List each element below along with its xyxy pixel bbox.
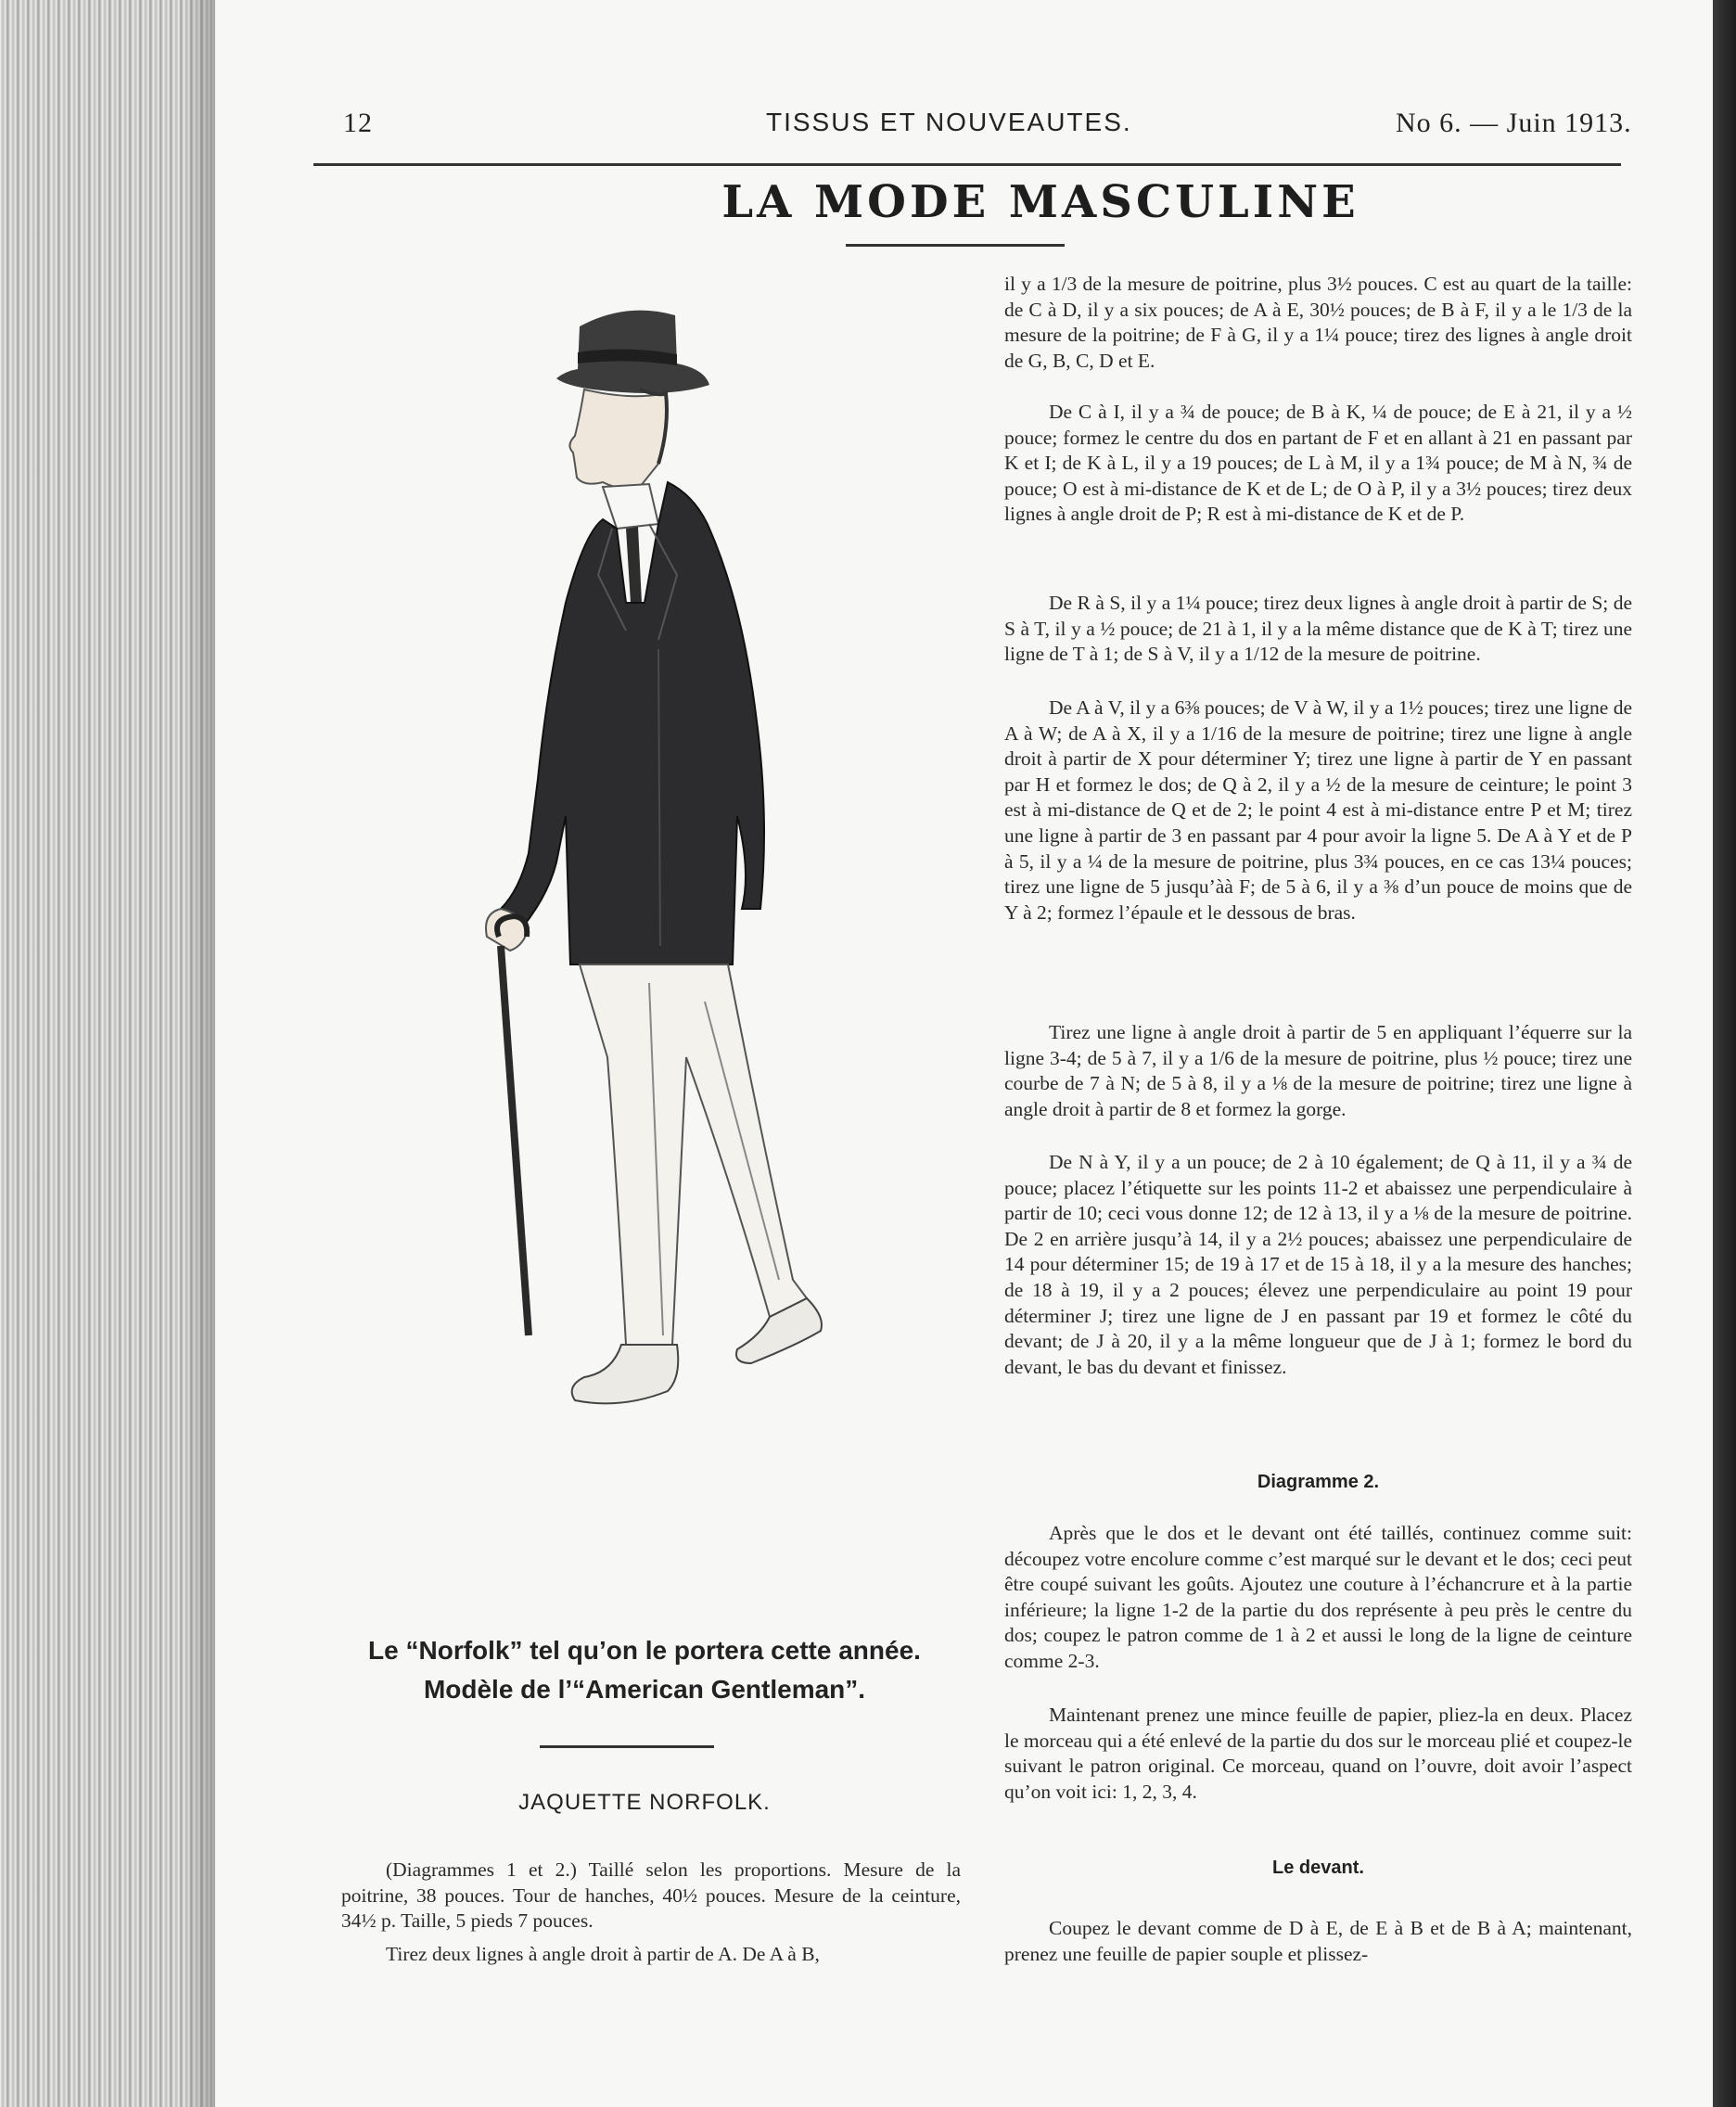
devant-paragraph: Coupez le devant comme de D à E, de E à B et de B à A; maintenant, prenez une feuille de papier souple et plissez- bbox=[1004, 1917, 1632, 1965]
right-paragraph-6: De N à Y, il y a un pouce; de 2 à 10 également; de Q à 11, il y a ¾ de pouce; placez l’étiquette sur les points 11-2 et abaissez une perpendiculaire à partir de 10; ceci vous donne 12; de 12 à 13, il y a ⅛ de la mesure de poitrine. De 2 en arrière jusqu’à 14, il y a 2½ pouces; abaissez une perpendiculaire de 14 pour déterminer 15; de 19 à 17 et de 15 à 18, il y a la mesure des hanches; de 18 à 19, il y a 2 pouces; élevez une perpendiculaire au point 19 pour déterminer J; tirez une ligne de J en passant par 19 et formez le côté du devant; de J à 20, il y a la même longueur que de J à 1; formez le bord du devant, le bas du devant et finissez. bbox=[1004, 1151, 1632, 1378]
left-paragraph-1: (Diagrammes 1 et 2.) Taillé selon les proportions. Mesure de la poitrine, 38 pouces. Tour de hanches, 40½ pouces. Mesure de la ceinture, 34½ p. Taille, 5 pieds 7 pouces. bbox=[341, 1858, 961, 1933]
diagram2-paragraph-1: Après que le dos et le devant ont été taillés, continuez comme suit: découpez votre encolure comme c’est marqué sur le devant et le dos; ceci peut être coupé suivant les goûts. Ajoutez une couture à l’échancrure et à la partie inférieure; la ligne 1-2 de la partie du dos représente à peu près le centre du dos; coupez le patron comme de 1 à 2 et aussi le long de la ligne de ceinture comme 2-3. bbox=[1004, 1522, 1632, 1672]
figure-caption-line2: Modèle de l’“American Gentleman”. bbox=[423, 1675, 866, 1704]
section-heading-jaquette: JAQUETTE NORFOLK. bbox=[518, 1790, 771, 1815]
right-paragraph-5: Tirez une ligne à angle droit à partir de 5 en appliquant l’équerre sur la ligne 3-4; de 5 à 7, il y a 1/6 de la mesure de poitrine, plus ½ pouce; tirez une courbe de 7 à N; de 5 à 8, il y a ⅛ de la mesure de poitrine; tirez une ligne à angle droit à partir de 8 et formez la gorge. bbox=[1004, 1021, 1632, 1120]
right-paragraph-4: De A à V, il y a 6⅜ pouces; de V à W, il y a 1½ pouces; tirez une ligne de A à W; de A à X, il y a 1/16 de la mesure de poitrine; tirez une ligne à angle droit à partir de X pour déterminer Y; tirez une ligne à partir de Y en passant par H et formez le dos; de Q à 2, il y a ½ de la mesure de ceinture; le point 3 est à mi-distance de Q et de 2; le point 4 est à mi-distance entre P et M; tirez une ligne à partir de 3 en passant par 4 pour avoir la ligne 5. De A à Y et de P à 5, il y a ¼ de la mesure de poitrine, plus 3¾ pouces, en ce cas 13¼ pouces; tirez une ligne de 5 jusqu’àà F; de 5 à 6, il y a ⅜ d’un pouce de moins que de Y à 2; formez l’épaule et le dessous de bras. bbox=[1004, 696, 1632, 924]
diagram2-paragraph-2: Maintenant prenez une mince feuille de papier, pliez-la en deux. Placez le morceau qui a été enlevé de la partie du dos sur le morceau plié et coupez-le suivant le patron original. Ce morceau, quand on l’ouvre, doit avoir l’aspect qu’on voit ici: 1, 2, 3, 4. bbox=[1004, 1704, 1632, 1803]
diagramme-2-heading: Diagramme 2. bbox=[1257, 1472, 1380, 1492]
binding-shadow bbox=[182, 0, 219, 2107]
norfolk-jacket-illustration bbox=[427, 297, 862, 1614]
figure-caption-line1: Le “Norfolk” tel qu’on le portera cette année. bbox=[368, 1636, 921, 1665]
right-paragraph-1: il y a 1/3 de la mesure de poitrine, plus 3½ pouces. C est au quart de la taille: de C à D, il y a six pouces; de A à E, 30½ pouces; de B à F, il y a le 1/3 de la mesure de la poitrine; de F à G, il y a 1¼ pouce; tirez des lignes à angle droit de G, B, C, D et E. bbox=[1004, 273, 1632, 372]
issue-label: No 6. — Juin 1913. bbox=[1396, 108, 1632, 138]
header-rule bbox=[313, 163, 1621, 166]
book-binding-edge bbox=[0, 0, 211, 2107]
right-paragraph-3: De R à S, il y a 1¼ pouce; tirez deux lignes à angle droit à partir de S; de S à T, il y a ½ pouce; de 21 à 1, il y a la même distance que de K à T; tirez une ligne de T à 1; de S à V, il y a 1/12 de la mesure de poitrine. bbox=[1004, 592, 1632, 666]
right-paragraph-2: De C à I, il y a ¾ de pouce; de B à K, ¼ de pouce; de E à 21, il y a ½ pouce; formez le centre du dos en partant de F et en allant à 21 en passant par K et I; de K à L, il y a 19 pouces; de L à M, il y a 1¾ pouce; de M à N, ¾ de pouce; O est à mi-distance de K et de L; de O à P, il y a 3½ pouces; tirez deux lignes à angle droit de P; R est à mi-distance de K et de P. bbox=[1004, 401, 1632, 526]
page-title bbox=[0, 176, 1736, 228]
title-rule bbox=[846, 244, 1065, 247]
scan-right-edge bbox=[1713, 0, 1736, 2107]
publication-title: TISSUS ET NOUVEAUTES. bbox=[766, 108, 1132, 136]
le-devant-heading: Le devant. bbox=[1272, 1858, 1364, 1878]
page-number: 12 bbox=[343, 108, 373, 138]
left-paragraph-2: Tirez deux lignes à angle droit à partir de A. De A à B, bbox=[386, 1943, 820, 1965]
page-title-text: LA MODE MASCULINE bbox=[721, 176, 1359, 228]
caption-rule bbox=[540, 1745, 714, 1748]
